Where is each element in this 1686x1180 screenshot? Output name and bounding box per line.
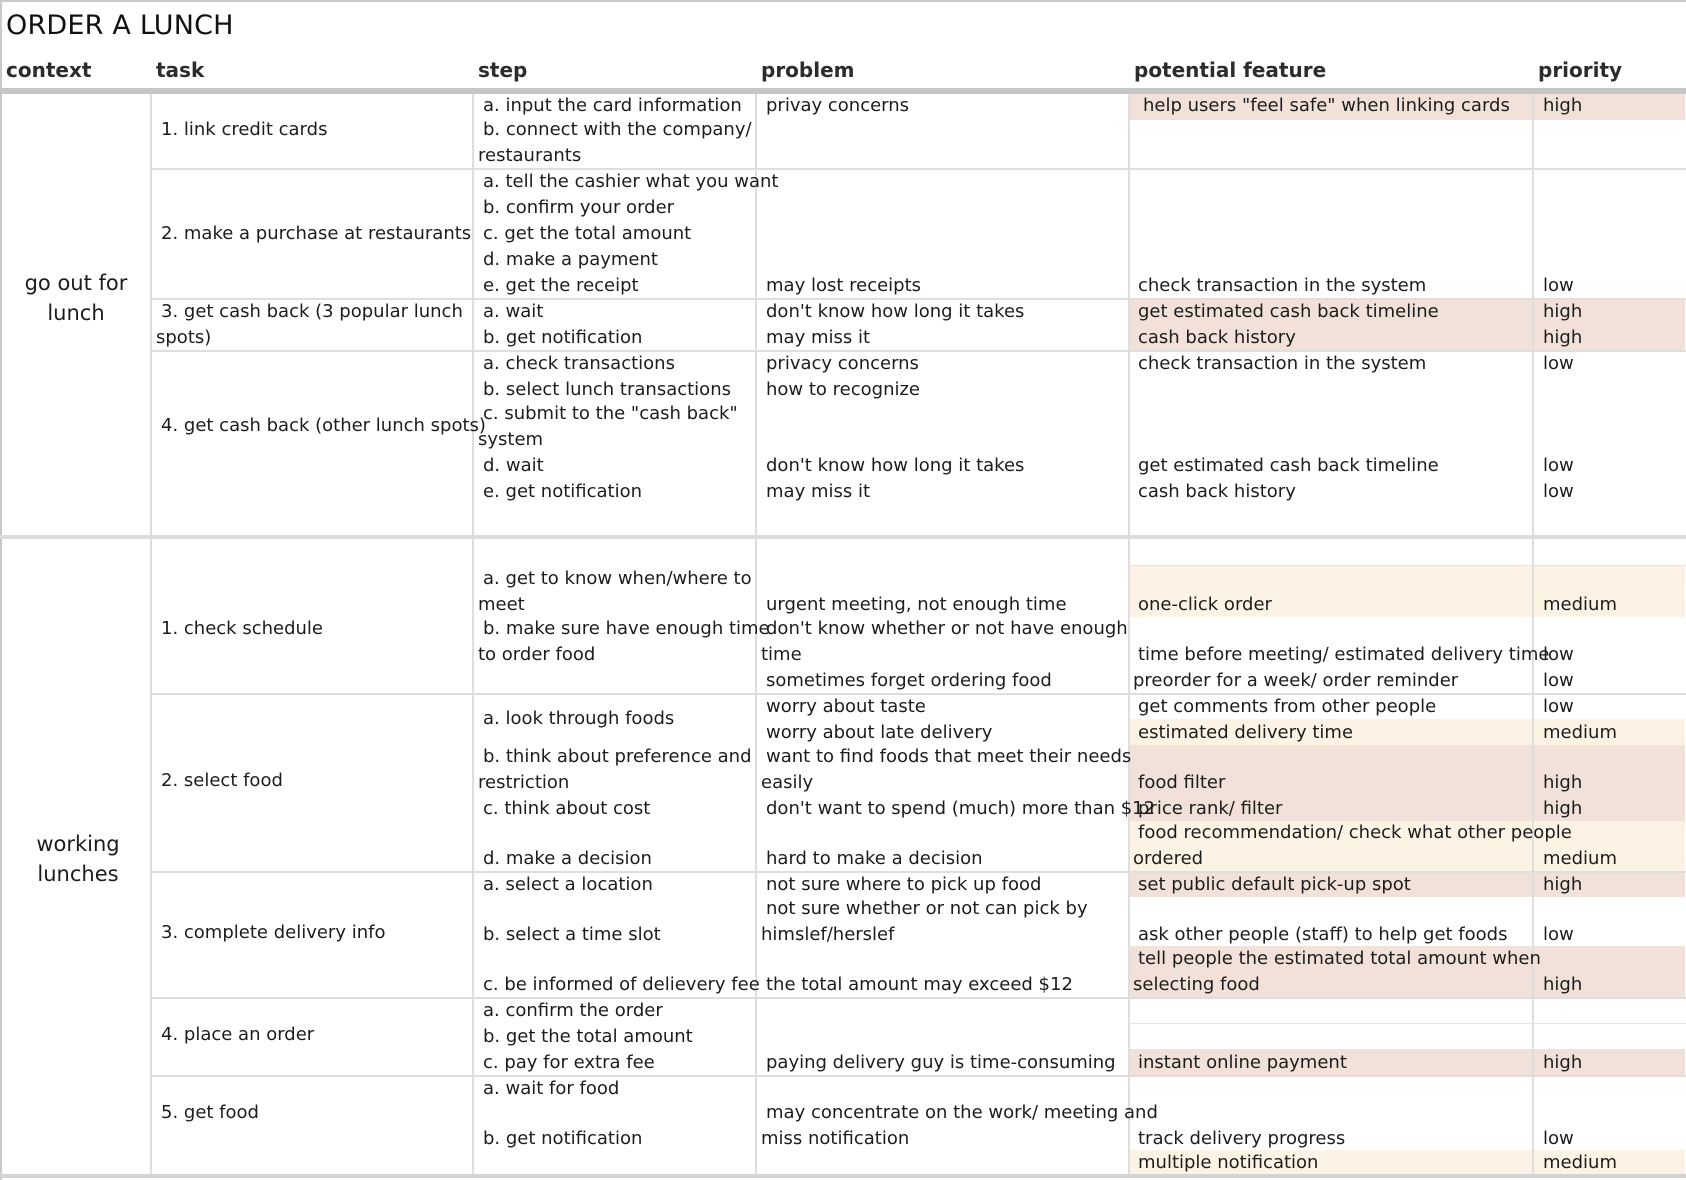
- feature-cell: time before meeting/ estimated delivery time: [1138, 644, 1550, 665]
- step-cell: a. wait for food: [483, 1078, 620, 1099]
- context-line: lunch: [47, 301, 105, 325]
- priority-cell: low: [1543, 670, 1574, 691]
- bottom-divider: [0, 1174, 1686, 1178]
- header-step: step: [478, 58, 528, 82]
- step-cell: b. confirm your order: [483, 197, 675, 218]
- task-cell: 1. link credit cards: [161, 119, 328, 140]
- problem-cell: miss notification: [761, 1128, 910, 1149]
- problem-cell: may miss it: [766, 327, 871, 348]
- step-cell: a. tell the cashier what you want: [483, 171, 779, 192]
- problem-cell: easily: [761, 772, 814, 793]
- step-cell: b. think about preference and: [483, 746, 752, 767]
- step-cell: d. wait: [483, 455, 544, 476]
- step-cell: restaurants: [478, 145, 582, 166]
- task-cell: spots): [156, 327, 212, 348]
- step-cell: b. get the total amount: [483, 1026, 693, 1047]
- header-potential-feature: potential feature: [1134, 58, 1327, 82]
- feature-cell: track delivery progress: [1138, 1128, 1346, 1149]
- problem-cell: how to recognize: [766, 379, 921, 400]
- context-line: working: [36, 832, 120, 856]
- step-cell: b. select a time slot: [483, 924, 661, 945]
- problem-cell: paying delivery guy is time-consuming: [766, 1052, 1116, 1073]
- feature-cell: tell people the estimated total amount when: [1138, 948, 1541, 969]
- priority-cell: low: [1543, 481, 1574, 502]
- feature-cell: food filter: [1138, 772, 1226, 793]
- problem-cell: the total amount may exceed $12: [766, 974, 1073, 995]
- priority-cell: low: [1543, 696, 1574, 717]
- row-divider: [1128, 565, 1686, 566]
- row-divider: [1128, 1023, 1686, 1024]
- task-cell: 3. complete delivery info: [161, 922, 386, 943]
- priority-cell: high: [1543, 798, 1583, 819]
- priority-cell: high: [1543, 974, 1583, 995]
- column-divider: [1532, 539, 1534, 1174]
- priority-cell: high: [1543, 327, 1583, 348]
- feature-cell: preorder for a week/ order reminder: [1133, 670, 1459, 691]
- step-cell: c. pay for extra fee: [483, 1052, 655, 1073]
- priority-cell: high: [1543, 1052, 1583, 1073]
- problem-cell: don't know how long it takes: [766, 455, 1025, 476]
- problem-cell: not sure whether or not can pick by: [766, 898, 1088, 919]
- problem-cell: don't want to spend (much) more than $12: [766, 798, 1156, 819]
- step-cell: a. look through foods: [483, 708, 675, 729]
- row-divider: [150, 168, 1686, 170]
- step-cell: to order food: [478, 644, 596, 665]
- priority-cell: high: [1543, 301, 1583, 322]
- feature-cell: get estimated cash back timeline: [1138, 301, 1439, 322]
- problem-cell: privacy concerns: [766, 353, 919, 374]
- priority-cell: low: [1543, 644, 1574, 665]
- problem-cell: privay concerns: [766, 95, 910, 116]
- step-cell: a. get to know when/where to: [483, 568, 752, 589]
- problem-cell: don't know whether or not have enough: [766, 618, 1128, 639]
- context-line: lunches: [37, 862, 119, 886]
- step-cell: e. get notification: [483, 481, 643, 502]
- problem-cell: may miss it: [766, 481, 871, 502]
- priority-cell: high: [1543, 772, 1583, 793]
- step-cell: a. wait: [483, 301, 544, 322]
- task-cell: 4. place an order: [161, 1024, 315, 1045]
- step-cell: system: [478, 429, 544, 450]
- problem-cell: hard to make a decision: [766, 848, 983, 869]
- step-cell: b. connect with the company/: [483, 119, 752, 140]
- priority-cell: medium: [1543, 722, 1617, 743]
- step-cell: a. input the card information: [483, 95, 742, 116]
- task-cell: 1. check schedule: [161, 618, 323, 639]
- column-divider: [755, 94, 757, 535]
- task-cell: 2. select food: [161, 770, 283, 791]
- step-cell: meet: [478, 594, 525, 615]
- header-task: task: [156, 58, 205, 82]
- column-divider: [1128, 94, 1130, 535]
- priority-cell: high: [1543, 95, 1583, 116]
- step-cell: c. get the total amount: [483, 223, 692, 244]
- feature-cell: get estimated cash back timeline: [1138, 455, 1439, 476]
- column-divider: [1128, 539, 1130, 1174]
- feature-cell: cash back history: [1138, 481, 1296, 502]
- header-priority: priority: [1538, 58, 1623, 82]
- step-cell: e. get the receipt: [483, 275, 639, 296]
- priority-cell: high: [1543, 874, 1583, 895]
- column-divider: [1532, 94, 1534, 535]
- priority-cell: medium: [1543, 594, 1617, 615]
- step-cell: a. select a location: [483, 874, 653, 895]
- task-cell: 5. get food: [161, 1102, 259, 1123]
- problem-cell: worry about taste: [766, 696, 926, 717]
- feature-cell: estimated delivery time: [1138, 722, 1354, 743]
- feature-cell: multiple notification: [1138, 1152, 1319, 1173]
- problem-cell: urgent meeting, not enough time: [766, 594, 1067, 615]
- priority-cell: low: [1543, 455, 1574, 476]
- feature-cell: check transaction in the system: [1138, 275, 1427, 296]
- step-cell: c. be informed of delievery fee: [483, 974, 760, 995]
- context-cell: [2, 829, 154, 889]
- step-cell: c. think about cost: [483, 798, 651, 819]
- problem-cell: not sure where to pick up food: [766, 874, 1042, 895]
- feature-cell: get comments from other people: [1138, 696, 1437, 717]
- feature-cell: instant online payment: [1138, 1052, 1347, 1073]
- priority-cell: low: [1543, 924, 1574, 945]
- task-cell: 2. make a purchase at restaurants: [161, 223, 472, 244]
- problem-cell: worry about late delivery: [766, 722, 993, 743]
- step-cell: b. get notification: [483, 327, 643, 348]
- step-cell: a. confirm the order: [483, 1000, 663, 1021]
- column-divider: [472, 94, 474, 535]
- task-cell: 4. get cash back (other lunch spots): [161, 415, 486, 436]
- header-problem: problem: [761, 58, 855, 82]
- priority-cell: medium: [1543, 848, 1617, 869]
- context-cell: [0, 268, 152, 328]
- feature-cell: check transaction in the system: [1138, 353, 1427, 374]
- problem-cell: don't know how long it takes: [766, 301, 1025, 322]
- problem-cell: himslef/herslef: [761, 924, 895, 945]
- feature-cell: ask other people (staff) to help get foods: [1138, 924, 1508, 945]
- feature-cell: one-click order: [1138, 594, 1272, 615]
- step-cell: d. make a decision: [483, 848, 652, 869]
- step-cell: c. submit to the "cash back": [483, 403, 738, 424]
- feature-cell: cash back history: [1138, 327, 1296, 348]
- feature-cell: food recommendation/ check what other people: [1138, 822, 1572, 843]
- feature-cell: ordered: [1133, 848, 1204, 869]
- page-title: ORDER A LUNCH: [6, 10, 234, 41]
- section-divider: [0, 535, 1686, 539]
- step-cell: a. check transactions: [483, 353, 675, 374]
- problem-cell: may lost receipts: [766, 275, 922, 296]
- context-line: go out for: [24, 271, 128, 295]
- feature-cell: set public default pick-up spot: [1138, 874, 1411, 895]
- problem-cell: want to find foods that meet their needs: [766, 746, 1132, 767]
- step-cell: b. make sure have enough time: [483, 618, 770, 639]
- problem-cell: sometimes forget ordering food: [766, 670, 1052, 691]
- priority-cell: medium: [1543, 1152, 1617, 1173]
- step-cell: b. select lunch transactions: [483, 379, 731, 400]
- step-cell: restriction: [478, 772, 570, 793]
- step-cell: d. make a payment: [483, 249, 658, 270]
- feature-cell: help users "feel safe" when linking cards: [1143, 95, 1510, 116]
- column-divider: [472, 539, 474, 1174]
- step-cell: b. get notification: [483, 1128, 643, 1149]
- feature-cell: selecting food: [1133, 974, 1260, 995]
- feature-cell: price rank/ filter: [1138, 798, 1283, 819]
- problem-cell: may concentrate on the work/ meeting and: [766, 1102, 1158, 1123]
- header-context: context: [6, 58, 92, 82]
- task-cell: 3. get cash back (3 popular lunch: [161, 301, 463, 322]
- priority-cell: low: [1543, 275, 1574, 296]
- priority-cell: low: [1543, 1128, 1574, 1149]
- priority-cell: low: [1543, 353, 1574, 374]
- problem-cell: time: [761, 644, 802, 665]
